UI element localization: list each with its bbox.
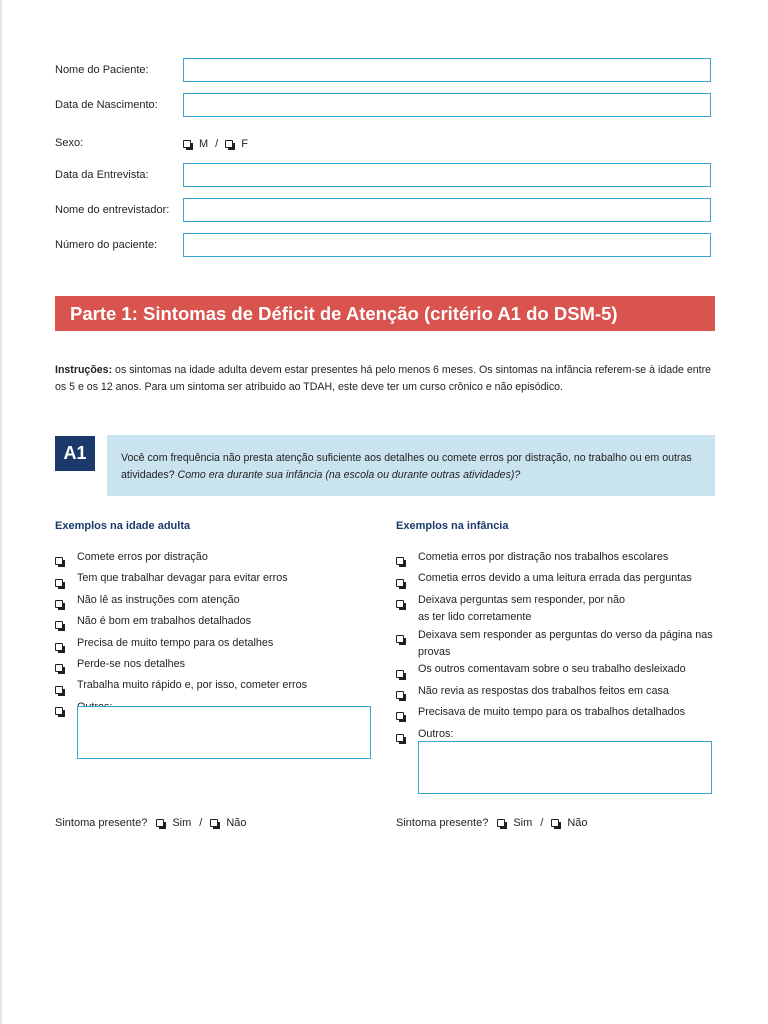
list-item — [396, 683, 726, 704]
a1-badge: A1 — [55, 436, 95, 471]
adult-item-label: Não lê as instruções com atenção — [77, 593, 240, 606]
adult-item-checkbox[interactable] — [55, 557, 63, 565]
adult-symptom-yes-label: Sim — [172, 817, 192, 829]
childhood-item-checkbox[interactable] — [396, 670, 404, 678]
instructions-text: os sintomas na idade adulta devem estar presentes há pelo menos 6 meses. Os sintomas na infância referem-se à idade entre os 5 e os 12 anos. Para um sintoma ser atribuido ao TDAH, este deve ter um curso crônico e não episódico. — [55, 364, 711, 393]
childhood-item-checkbox[interactable] — [396, 635, 404, 643]
instructions-label: Instruções: — [55, 364, 113, 376]
a1-question: Você com frequência não presta atenção suficiente aos detalhes ou comete erros por distração, no trabalho ou em outras atividades? — [121, 452, 692, 481]
part1-header: Parte 1: Sintomas de Déficit de Atenção (critério A1 do DSM-5) — [55, 296, 715, 331]
adult-others-checkbox[interactable] — [55, 707, 63, 715]
interview-date-label: Data da Entrevista: — [55, 169, 149, 181]
adult-item-checkbox[interactable] — [55, 600, 63, 608]
childhood-others-field[interactable] — [418, 741, 712, 794]
childhood-symptom-label: Sintoma presente? — [396, 817, 489, 829]
adult-item-checkbox[interactable] — [55, 579, 63, 587]
interviewer-name-label: Nome do entrevistador: — [55, 204, 170, 216]
page-edge — [0, 0, 2, 1024]
adult-symptom-no-checkbox[interactable] — [210, 819, 218, 827]
childhood-symptom-present — [396, 817, 588, 829]
childhood-item-label: Não revia as respostas dos trabalhos feitos em casa — [418, 684, 669, 697]
childhood-item-label: Os outros comentavam sobre o seu trabalho desleixado — [418, 663, 686, 676]
adult-item-checkbox[interactable] — [55, 664, 63, 672]
childhood-examples-title: Exemplos na infância — [396, 520, 509, 532]
list-item — [396, 661, 726, 682]
sex-f-label: F — [241, 138, 248, 150]
list-item — [396, 570, 726, 591]
patient-number-field[interactable] — [183, 233, 711, 257]
list-item — [396, 549, 726, 570]
list-item — [396, 592, 726, 627]
birth-date-label: Data de Nascimento: — [55, 99, 158, 111]
list-item — [55, 656, 375, 677]
adult-item-label: Tem que trabalhar devagar para evitar erros — [77, 572, 288, 585]
childhood-item-label: Deixava perguntas sem responder, por não as ter lido corretamente — [418, 593, 626, 624]
childhood-examples — [396, 520, 726, 747]
list-item — [55, 677, 375, 698]
adult-item-label: Não é bom em trabalhos detalhados — [77, 615, 252, 628]
sex-label: Sexo: — [55, 137, 84, 149]
list-item — [55, 613, 375, 634]
childhood-others-label: Outros: — [418, 727, 454, 740]
list-item — [396, 704, 726, 725]
interviewer-name-field[interactable] — [183, 198, 711, 222]
childhood-others-checkbox[interactable] — [396, 734, 404, 742]
childhood-item-checkbox[interactable] — [396, 691, 404, 699]
sex-separator: / — [215, 138, 219, 150]
sex-m-label: M — [199, 138, 209, 150]
adult-item-label: Precisa de muito tempo para os detalhes — [77, 636, 274, 649]
adult-examples-title: Exemplos na idade adulta — [55, 520, 191, 532]
list-item — [55, 635, 375, 656]
childhood-item-checkbox[interactable] — [396, 579, 404, 587]
childhood-symptom-separator: / — [540, 817, 544, 829]
adult-item-label: Comete erros por distração — [77, 551, 208, 563]
adult-examples — [55, 520, 375, 720]
list-item — [396, 627, 726, 662]
adult-item-label: Perde-se nos detalhes — [77, 658, 186, 671]
interview-date-field[interactable] — [183, 163, 711, 187]
childhood-item-checkbox[interactable] — [396, 712, 404, 720]
sex-m-checkbox[interactable] — [183, 140, 191, 148]
adult-others-field[interactable] — [77, 706, 371, 759]
birth-date-field[interactable] — [183, 93, 711, 117]
childhood-item-label: Precisava de muito tempo para os trabalhos detalhados — [418, 706, 686, 719]
childhood-item-checkbox[interactable] — [396, 557, 404, 565]
list-item — [55, 570, 375, 591]
adult-symptom-present — [55, 817, 247, 829]
adult-item-label: Trabalha muito rápido e, por isso, cometer erros — [77, 679, 308, 692]
childhood-symptom-yes-checkbox[interactable] — [497, 819, 505, 827]
childhood-item-label: Deixava sem responder as perguntas do verso da página nas provas — [418, 628, 713, 659]
sex-f-checkbox[interactable] — [225, 140, 233, 148]
childhood-item-label: Cometia erros devido a uma leitura errada das perguntas — [418, 572, 692, 585]
adult-symptom-no-label: Não — [226, 817, 247, 829]
childhood-item-label: Cometia erros por distração nos trabalhos escolares — [418, 551, 669, 563]
patient-number-label: Número do paciente: — [55, 239, 158, 251]
adult-item-checkbox[interactable] — [55, 621, 63, 629]
a1-question-box — [107, 435, 715, 496]
adult-symptom-yes-checkbox[interactable] — [156, 819, 164, 827]
adult-item-checkbox[interactable] — [55, 643, 63, 651]
childhood-item-checkbox[interactable] — [396, 600, 404, 608]
childhood-symptom-no-checkbox[interactable] — [551, 819, 559, 827]
sex-options — [183, 138, 248, 150]
patient-name-field[interactable] — [183, 58, 711, 82]
instructions — [55, 362, 720, 396]
adult-symptom-label: Sintoma presente? — [55, 817, 148, 829]
list-item — [55, 549, 375, 570]
childhood-symptom-no-label: Não — [567, 817, 588, 829]
a1-question-childhood: Como era durante sua infância (na escola ou durante outras atividades)? — [177, 469, 521, 481]
list-item — [55, 592, 375, 613]
childhood-symptom-yes-label: Sim — [513, 817, 533, 829]
patient-name-label: Nome do Paciente: — [55, 64, 149, 76]
adult-symptom-separator: / — [199, 817, 203, 829]
adult-item-checkbox[interactable] — [55, 686, 63, 694]
